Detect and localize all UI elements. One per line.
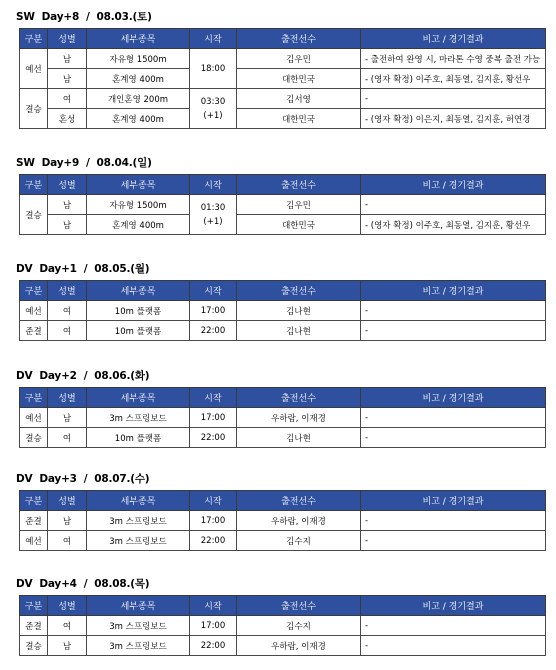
- cell-time: 22:00: [190, 531, 237, 551]
- cell-event: 혼계영 400m: [87, 215, 190, 235]
- cell-note: -: [361, 89, 546, 109]
- cell-gender: 남: [48, 215, 87, 235]
- header-category: 구분: [20, 29, 48, 49]
- table-row: [20, 301, 546, 321]
- cell-athlete: 김수지: [237, 531, 361, 551]
- header-athlete: 출전선수: [237, 596, 361, 616]
- cell-event: 자유형 1500m: [87, 49, 190, 69]
- header-note: 비고 / 경기결과: [361, 596, 546, 616]
- cell-note: - 출전하여 완영 시, 마라톤 수영 중복 출전 가능: [361, 49, 546, 69]
- cell-note: -: [361, 195, 546, 215]
- cell-note: -: [361, 636, 546, 656]
- header-gender: 성별: [48, 29, 87, 49]
- schedule-section-dv-day4: [16, 576, 545, 656]
- header-gender: 성별: [48, 175, 87, 195]
- table-header-row: [20, 29, 546, 49]
- cell-gender: 남: [48, 49, 87, 69]
- cell-time: 17:00: [190, 511, 237, 531]
- table-row: [20, 195, 546, 215]
- header-category: 구분: [20, 175, 48, 195]
- header-athlete: 출전선수: [237, 175, 361, 195]
- header-event: 세부종목: [87, 491, 190, 511]
- cell-category: 예선: [20, 531, 48, 551]
- schedule-table: [19, 28, 546, 129]
- table-row: [20, 511, 546, 531]
- cell-gender: 남: [48, 69, 87, 89]
- cell-gender: 여: [48, 531, 87, 551]
- cell-event: 10m 플랫폼: [87, 301, 190, 321]
- section-title: DV Day+2 / 08.06.(화): [16, 370, 150, 382]
- cell-time: 03:30 (+1): [190, 89, 237, 129]
- schedule-table: [19, 595, 546, 656]
- table-row: [20, 89, 546, 109]
- cell-athlete: 김우민: [237, 195, 361, 215]
- table-header-row: [20, 281, 546, 301]
- cell-category: 결승: [20, 428, 48, 448]
- schedule-table: [19, 490, 546, 551]
- cell-event: 3m 스프링보드: [87, 511, 190, 531]
- cell-athlete: 우하람, 이재경: [237, 511, 361, 531]
- table-header-row: [20, 596, 546, 616]
- header-athlete: 출전선수: [237, 491, 361, 511]
- header-athlete: 출전선수: [237, 29, 361, 49]
- header-time: 시작: [190, 388, 237, 408]
- header-time: 시작: [190, 491, 237, 511]
- schedule-table: [19, 174, 546, 235]
- cell-time: 22:00: [190, 321, 237, 341]
- header-time: 시작: [190, 29, 237, 49]
- table-header-row: [20, 491, 546, 511]
- cell-event: 3m 스프링보드: [87, 616, 190, 636]
- cell-category: 준결: [20, 511, 48, 531]
- cell-event: 10m 플랫폼: [87, 321, 190, 341]
- cell-time: 22:00: [190, 636, 237, 656]
- table-row: [20, 616, 546, 636]
- header-athlete: 출전선수: [237, 388, 361, 408]
- header-note: 비고 / 경기결과: [361, 388, 546, 408]
- schedule-section-sw-day8: [16, 9, 545, 129]
- cell-athlete: 김나현: [237, 428, 361, 448]
- cell-note: -: [361, 408, 546, 428]
- cell-athlete: 김우민: [237, 49, 361, 69]
- schedule-table: [19, 387, 546, 448]
- cell-time: 01:30 (+1): [190, 195, 237, 235]
- table-row: [20, 321, 546, 341]
- table-header-row: [20, 175, 546, 195]
- cell-gender: 남: [48, 636, 87, 656]
- table-row: [20, 408, 546, 428]
- cell-athlete: 우하람, 이재경: [237, 636, 361, 656]
- cell-athlete: 김나현: [237, 301, 361, 321]
- cell-gender: 남: [48, 511, 87, 531]
- cell-note: -: [361, 511, 546, 531]
- cell-note: -: [361, 321, 546, 341]
- table-row: [20, 531, 546, 551]
- table-row: [20, 215, 546, 235]
- schedule-section-dv-day3: [16, 471, 545, 551]
- cell-category: 준결: [20, 616, 48, 636]
- header-category: 구분: [20, 491, 48, 511]
- cell-event: 3m 스프링보드: [87, 636, 190, 656]
- schedule-table: [19, 280, 546, 341]
- cell-note: -: [361, 301, 546, 321]
- schedule-section-dv-day1: [16, 261, 545, 341]
- cell-event: 개인혼영 200m: [87, 89, 190, 109]
- cell-athlete: 대한민국: [237, 215, 361, 235]
- cell-athlete: 대한민국: [237, 109, 361, 129]
- cell-gender: 여: [48, 428, 87, 448]
- cell-note: - (영자 확정) 이주호, 최동열, 김지훈, 황선우: [361, 69, 546, 89]
- header-note: 비고 / 경기결과: [361, 491, 546, 511]
- header-gender: 성별: [48, 281, 87, 301]
- header-category: 구분: [20, 281, 48, 301]
- section-title: DV Day+4 / 08.08.(목): [16, 578, 150, 590]
- header-gender: 성별: [48, 491, 87, 511]
- section-title: DV Day+1 / 08.05.(월): [16, 263, 150, 275]
- header-note: 비고 / 경기결과: [361, 29, 546, 49]
- cell-note: -: [361, 616, 546, 636]
- cell-time: 17:00: [190, 408, 237, 428]
- header-event: 세부종목: [87, 281, 190, 301]
- cell-event: 3m 스프링보드: [87, 531, 190, 551]
- cell-event: 10m 플랫폼: [87, 428, 190, 448]
- cell-gender: 여: [48, 89, 87, 109]
- cell-athlete: 김수지: [237, 616, 361, 636]
- cell-category: 준결: [20, 321, 48, 341]
- cell-category: 예선: [20, 408, 48, 428]
- schedule-section-dv-day2: [16, 368, 545, 448]
- cell-time: 18:00: [190, 49, 237, 89]
- table-row: [20, 49, 546, 69]
- header-category: 구분: [20, 596, 48, 616]
- header-gender: 성별: [48, 388, 87, 408]
- cell-category: 결승: [20, 195, 48, 235]
- cell-event: 혼계영 400m: [87, 69, 190, 89]
- header-event: 세부종목: [87, 388, 190, 408]
- header-time: 시작: [190, 175, 237, 195]
- cell-event: 혼계영 400m: [87, 109, 190, 129]
- cell-time: 17:00: [190, 301, 237, 321]
- table-row: [20, 636, 546, 656]
- cell-athlete: 김나현: [237, 321, 361, 341]
- table-row: [20, 109, 546, 129]
- section-title: SW Day+9 / 08.04.(일): [16, 157, 152, 169]
- header-time: 시작: [190, 281, 237, 301]
- cell-time: 22:00: [190, 428, 237, 448]
- cell-athlete: 대한민국: [237, 69, 361, 89]
- cell-category: 예선: [20, 301, 48, 321]
- table-row: [20, 69, 546, 89]
- section-title: SW Day+8 / 08.03.(토): [16, 11, 152, 23]
- table-header-row: [20, 388, 546, 408]
- cell-gender: 남: [48, 195, 87, 215]
- table-row: [20, 428, 546, 448]
- header-time: 시작: [190, 596, 237, 616]
- cell-gender: 혼성: [48, 109, 87, 129]
- cell-event: 자유형 1500m: [87, 195, 190, 215]
- header-event: 세부종목: [87, 596, 190, 616]
- header-category: 구분: [20, 388, 48, 408]
- header-event: 세부종목: [87, 29, 190, 49]
- schedule-section-sw-day9: [16, 155, 545, 235]
- header-athlete: 출전선수: [237, 281, 361, 301]
- cell-event: 3m 스프링보드: [87, 408, 190, 428]
- cell-time: 17:00: [190, 616, 237, 636]
- cell-gender: 여: [48, 301, 87, 321]
- cell-gender: 남: [48, 408, 87, 428]
- cell-athlete: 김서영: [237, 89, 361, 109]
- cell-note: -: [361, 428, 546, 448]
- cell-category: 결승: [20, 89, 48, 129]
- header-event: 세부종목: [87, 175, 190, 195]
- header-note: 비고 / 경기결과: [361, 281, 546, 301]
- cell-note: -: [361, 531, 546, 551]
- cell-category: 예선: [20, 49, 48, 89]
- header-note: 비고 / 경기결과: [361, 175, 546, 195]
- cell-gender: 여: [48, 321, 87, 341]
- cell-category: 결승: [20, 636, 48, 656]
- cell-athlete: 우하람, 이재경: [237, 408, 361, 428]
- cell-note: - (영자 확정) 이은지, 최동열, 김지훈, 허연경: [361, 109, 546, 129]
- header-gender: 성별: [48, 596, 87, 616]
- section-title: DV Day+3 / 08.07.(수): [16, 473, 150, 485]
- cell-note: - (영자 확정) 이주호, 최동열, 김지훈, 황선우: [361, 215, 546, 235]
- cell-gender: 여: [48, 616, 87, 636]
